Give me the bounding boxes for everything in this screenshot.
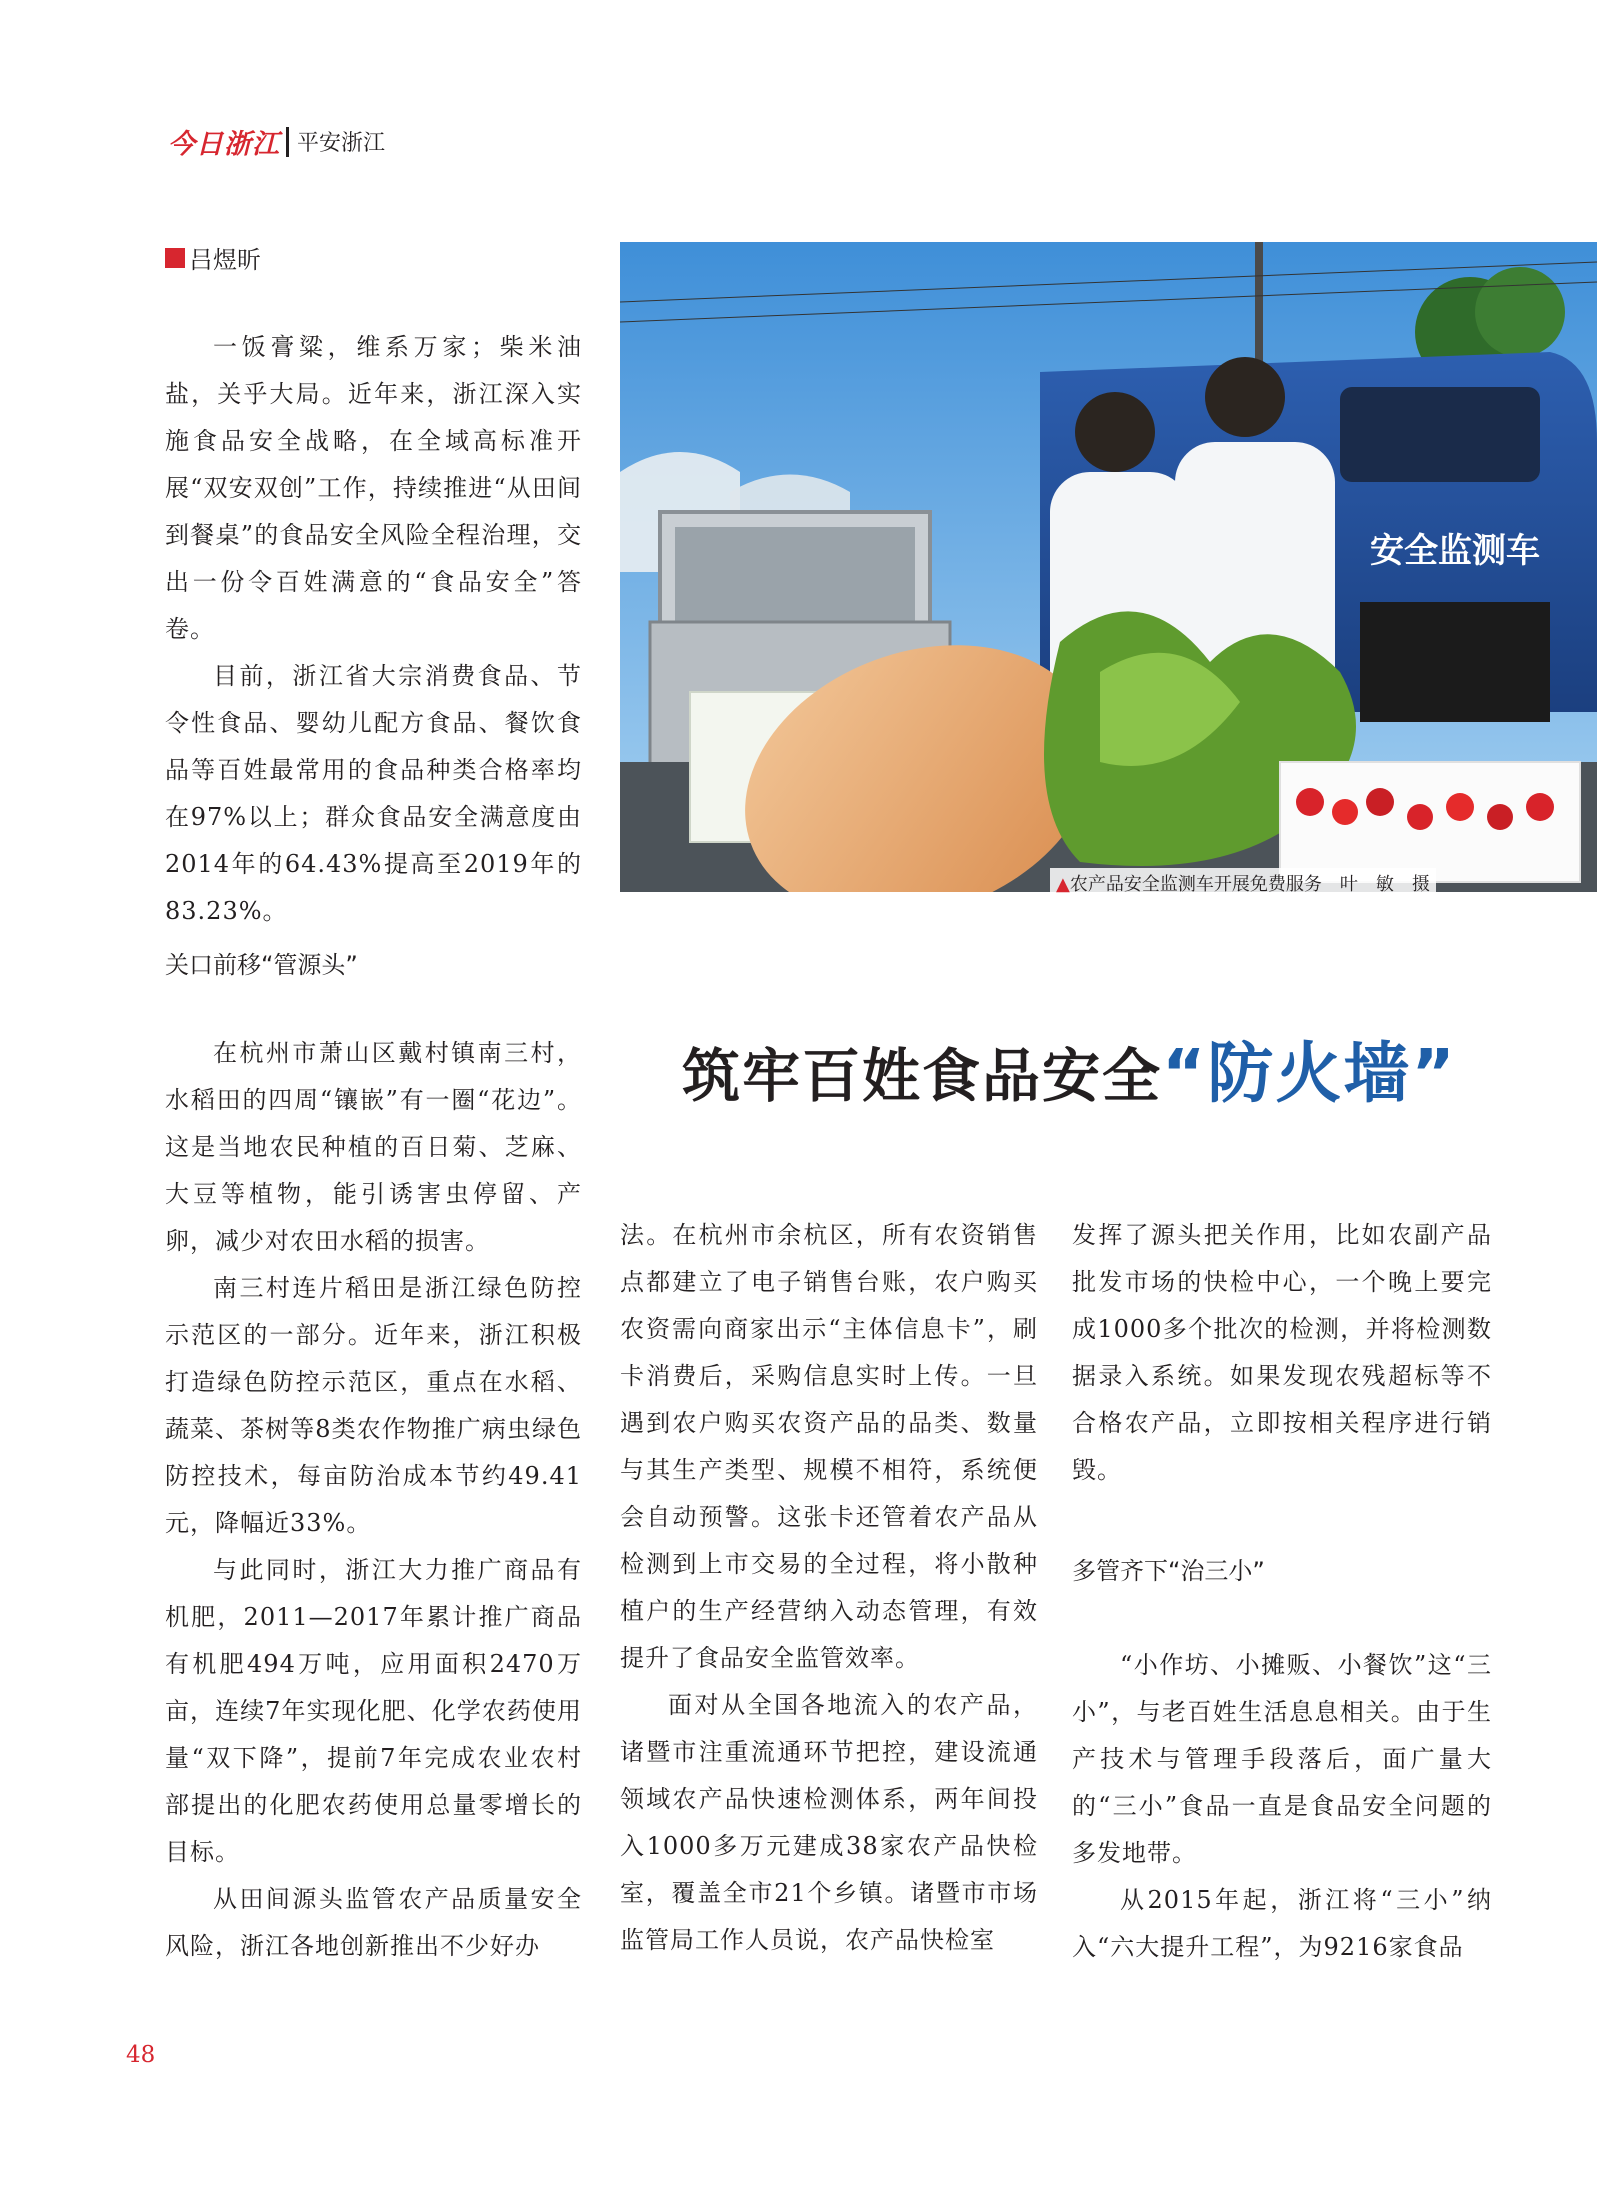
subheading-2: 多管齐下“治三小”: [1072, 1557, 1265, 1585]
paragraph: 从田间源头监管农产品质量安全风险，浙江各地创新推出不少好办: [165, 1885, 582, 1960]
magazine-logo: 今日浙江: [168, 129, 280, 160]
paragraph: 南三村连片稻田是浙江绿色防控示范区的一部分。近年来，浙江积极打造绿色防控示范区，重点在水稻、蔬菜、茶树等8类农作物推广病虫绿色防控技术，每亩防治成本节约49.41元，降幅近33%。: [165, 1274, 582, 1537]
title-main: 筑牢百姓食品安全: [682, 1042, 1163, 1110]
paragraph: 一饭膏粱，维系万家；柴米油盐，关乎大局。近年来，浙江深入实施食品安全战略，在全域高标准开展“双安双创”工作，持续推进“从田间到餐桌”的食品安全风险全程治理，交出一份令百姓满意的“食品安全”答卷。: [165, 333, 582, 643]
caption-marker: ▲: [1056, 874, 1070, 895]
section-name: 平安浙江: [297, 131, 386, 156]
paragraph: 与此同时，浙江大力推广商品有机肥，2011—2017年累计推广商品有机肥494万吨，应用面积2470万亩，连续7年实现化肥、化学农药使用量“双下降”，提前7年完成农业农村部提出的化肥农药使用总量零增长的目标。: [165, 1556, 582, 1866]
paragraph: 在杭州市萧山区戴村镇南三村，水稻田的四周“镶嵌”有一圈“花边”。这是当地农民种植的百日菊、芝麻、大豆等植物，能引诱害虫停留、产卵，减少对农田水稻的损害。: [165, 1039, 582, 1255]
van-label: 安全监测车: [1370, 531, 1540, 571]
column-3-bottom: [1072, 1642, 1492, 1971]
column-3-top: [1072, 1212, 1492, 1494]
paragraph: 发挥了源头把关作用，比如农副产品批发市场的快检中心，一个晚上要完成1000多个批次的检测，并将检测数据录入系统。如果发现农残超标等不合格农产品，立即按相关程序进行销毁。: [1072, 1221, 1492, 1484]
column-1-top: [165, 324, 582, 935]
paragraph: 法。在杭州市余杭区，所有农资销售点都建立了电子销售台账，农户购买农资需向商家出示“主体信息卡”，刷卡消费后，采购信息实时上传。一旦遇到农户购买农资产品的品类、数量与其生产类型、规模不相符，系统便会自动预警。这张卡还管着农产品从检测到上市交易的全过程，将小散种植户的生产经营纳入动态管理，有效提升了食品安全监管效率。: [620, 1221, 1038, 1672]
caption-text: 农产品安全监测车开展免费服务 叶 敏 摄: [1069, 874, 1430, 895]
paragraph: 从2015年起，浙江将“三小”纳入“六大提升工程”，为9216家食品: [1072, 1886, 1492, 1961]
paragraph: “小作坊、小摊贩、小餐饮”这“三小”，与老百姓生活息息相关。由于生产技术与管理手段落后，面广量大的“三小”食品一直是食品安全问题的多发地带。: [1072, 1651, 1492, 1867]
page-number: 48: [126, 2042, 156, 2068]
article-title: [682, 1020, 1457, 1115]
subheading-1: 关口前移“管源头”: [165, 951, 358, 979]
paragraph: 面对从全国各地流入的农产品，诸暨市注重流通环节把控，建设流通领域农产品快速检测体系，两年间投入1000多万元建成38家农产品快检室，覆盖全市21个乡镇。诸暨市市场监管局工作人员说，农产品快检室: [620, 1691, 1038, 1954]
photo-caption: [1050, 868, 1436, 898]
feature-photo: [620, 242, 1597, 892]
paragraph: 目前，浙江省大宗消费食品、节令性食品、婴幼儿配方食品、餐饮食品等百姓最常用的食品种类合格率均在97%以上；群众食品安全满意度由2014年的64.43%提高至2019年的83.23%。: [165, 662, 582, 925]
column-2: [620, 1212, 1038, 1964]
header-divider: [286, 127, 289, 157]
column-1-bottom: [165, 1030, 582, 1970]
author-byline: [165, 240, 261, 275]
author-name: 吕煜昕: [189, 246, 261, 274]
photo-illustration: [620, 242, 1597, 892]
red-square-marker: [165, 248, 185, 268]
masthead: [168, 122, 385, 161]
title-highlight: “防火墙”: [1162, 1035, 1457, 1112]
